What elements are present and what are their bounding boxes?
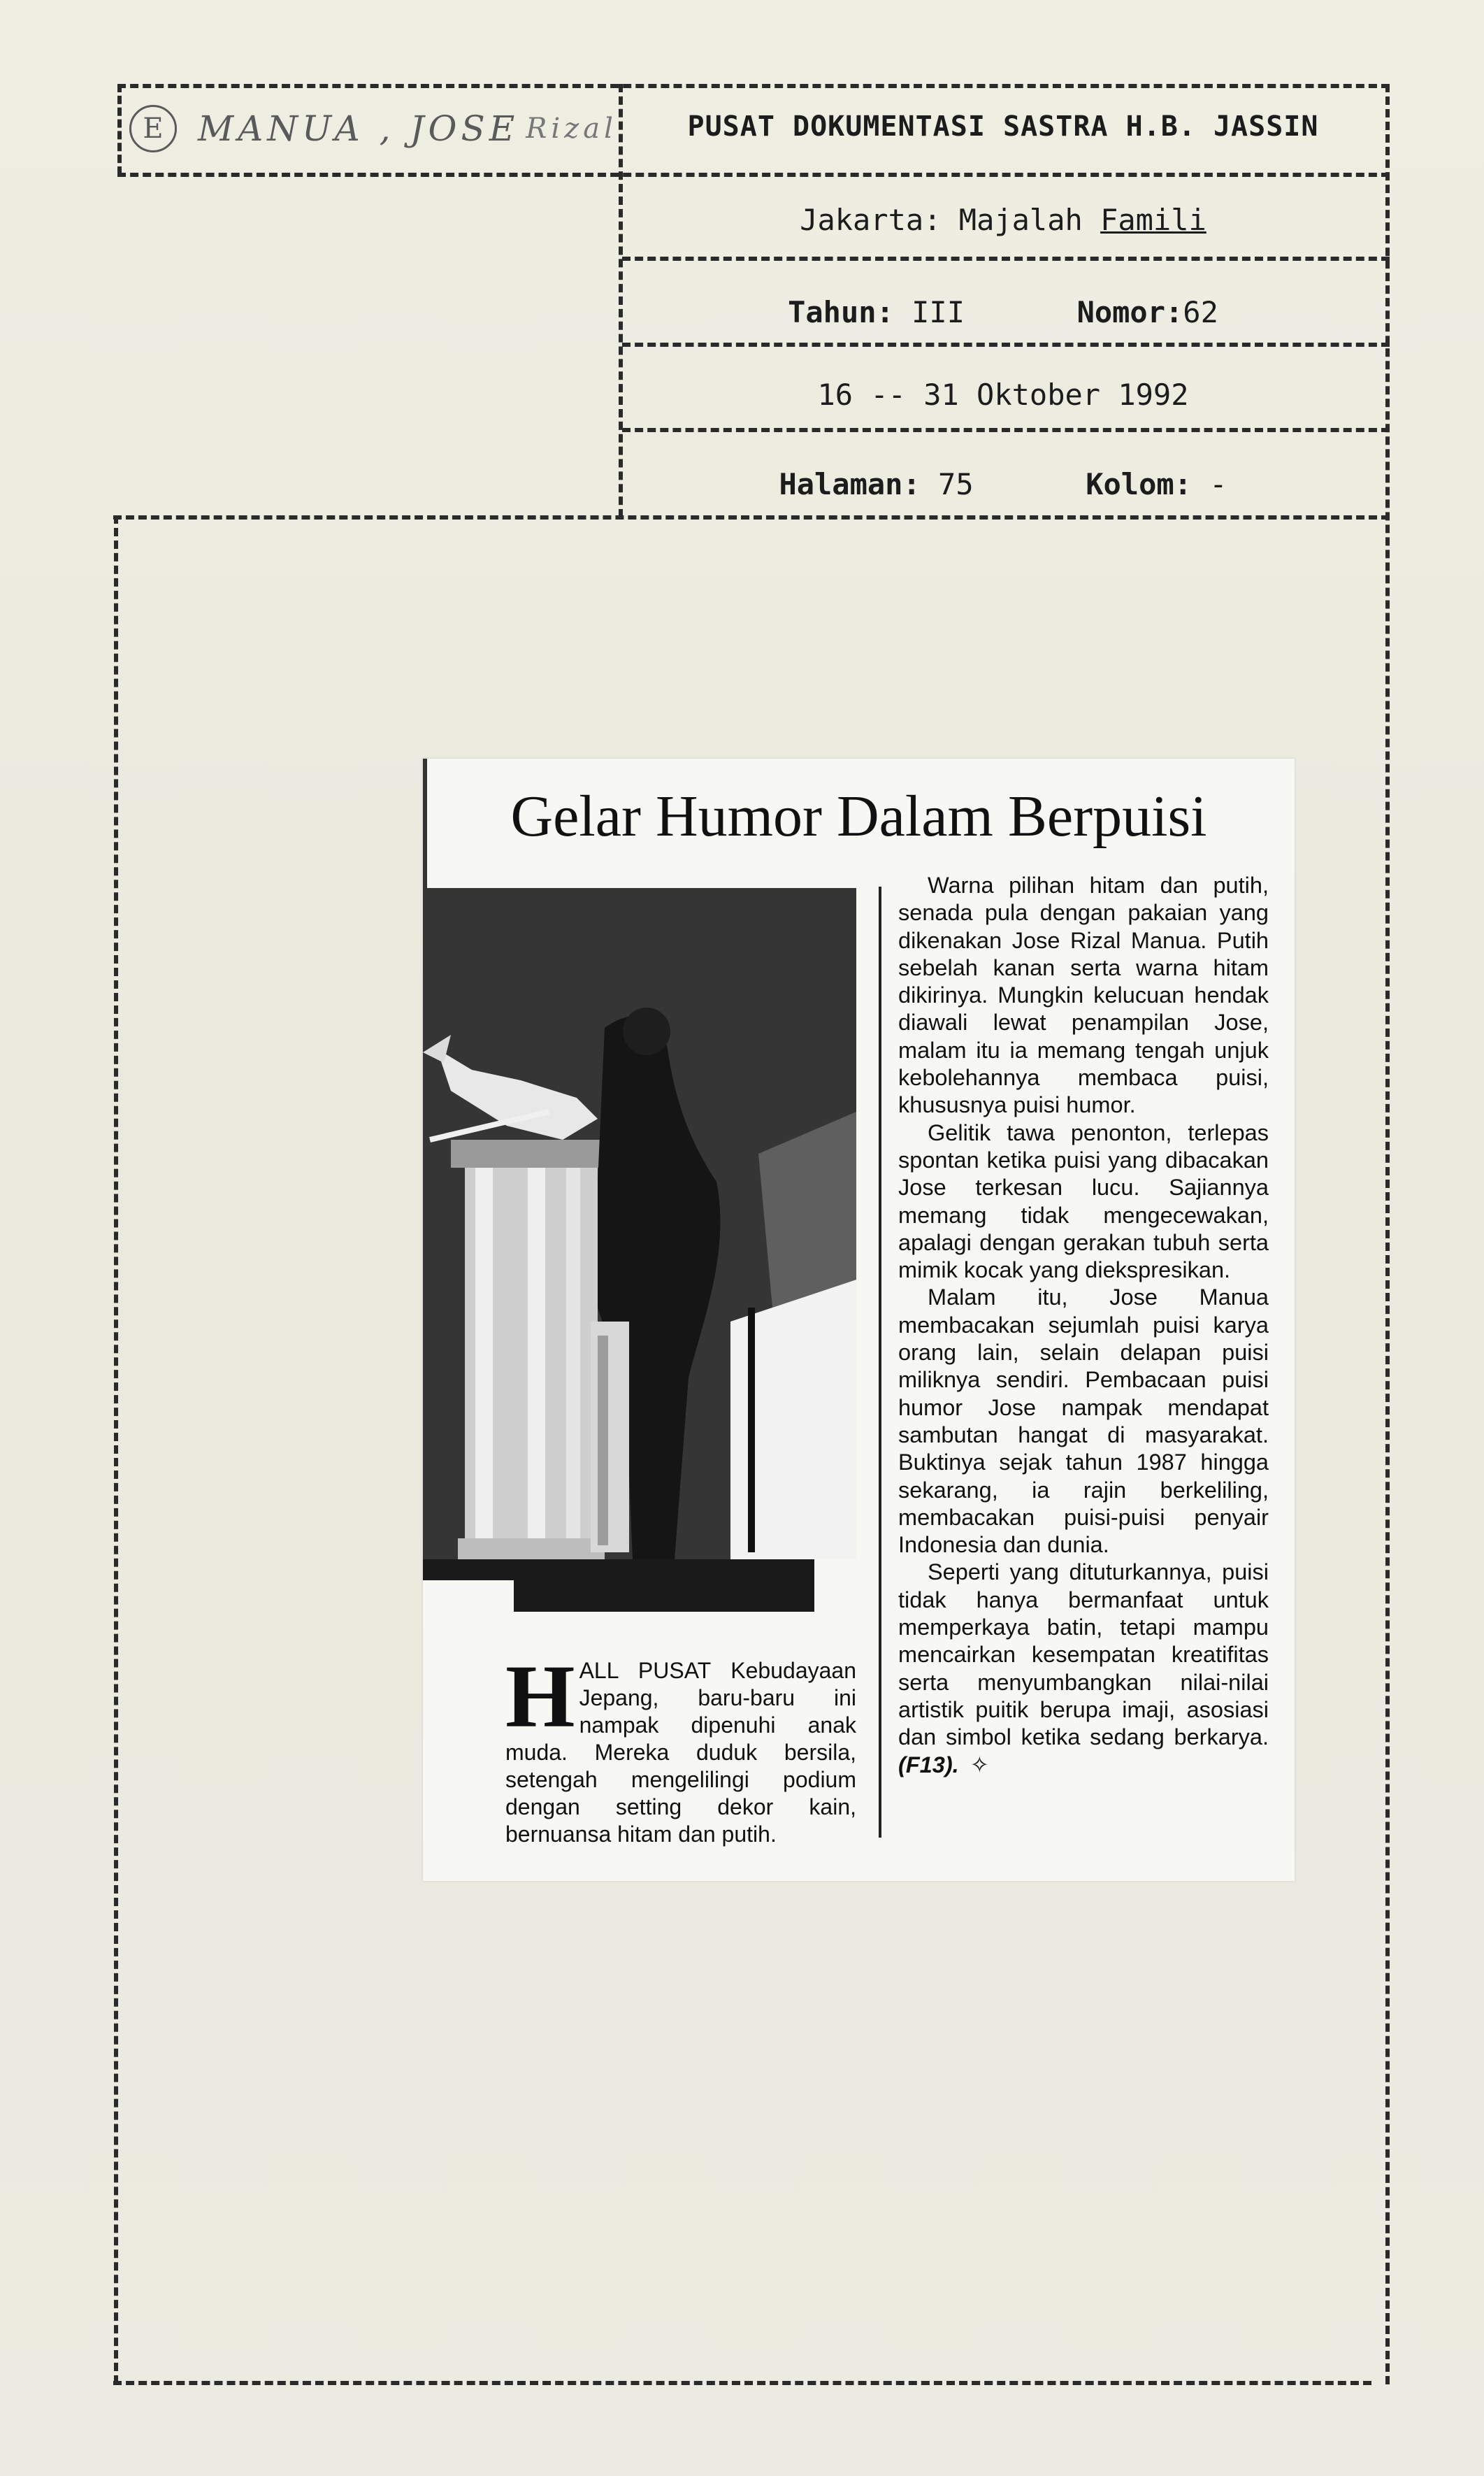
body-paragraph: Warna pilihan hitam dan putih, senada pula dengan pakaian yang dikenakan Jose Rizal Manua. Putih sebelah kanan serta warna hitam dikirinya. Mungkin kelucuan hendak diawali lewat penampilan Jose, malam itu ia memang tengah unjuk kebolehannya membaca puisi, khususnya puisi humor.	[898, 873, 1269, 1118]
institution-name: PUSAT DOKUMENTASI SASTRA H.B. JASSIN	[687, 110, 1319, 143]
issue-label: Nomor:	[1076, 295, 1183, 329]
column-label: Kolom:	[1086, 467, 1192, 501]
frame-city-underline	[622, 257, 1390, 261]
volume-line	[622, 295, 1384, 329]
body-paragraph: Gelitik tawa penonton, terlepas spontan ketika puisi yang dibacakan Jose terkesan lucu. Sajiannya memang tidak mengecewakan, apalagi dengan gerakan tubuh serta mimik kocak yang diekspresikan.	[898, 1119, 1269, 1283]
frame-name-underline	[117, 173, 1390, 177]
body-paragraph-text: Seperti yang dituturkannya, puisi tidak hanya bermanfaat untuk memperkaya batin, tetapi mampu mencairkan kesempatan kreatifitas serta menyumbangkan nilai-nilai artistik puitik berupa imaji, asosiasi dan simbol ketika sedang berkarya.	[898, 1559, 1269, 1750]
column-divider	[879, 887, 881, 1838]
page-value: 75	[938, 467, 974, 501]
publication-date: 16 -- 31 Oktober 1992	[817, 378, 1189, 412]
article-body	[898, 872, 1269, 1779]
body-paragraph-last	[898, 1559, 1269, 1778]
source-prefix: Jakarta: Majalah	[800, 203, 1083, 237]
frame-top-line	[117, 84, 1390, 88]
frame-header-bottom-line	[113, 515, 1390, 520]
frame-year-underline	[622, 343, 1390, 347]
year-value: III	[912, 295, 965, 329]
handwritten-surname: MANUA , JOSE	[198, 108, 519, 149]
article-intro	[505, 1647, 856, 1848]
year-label: Tahun:	[788, 295, 894, 329]
circled-category-mark: E	[129, 105, 177, 152]
magazine-name: Famili	[1100, 203, 1206, 237]
article-title: Gelar Humor Dalam Berpuisi	[510, 784, 1207, 849]
frame-bottom-line	[113, 2381, 1371, 2385]
intro-drop-cap: H	[505, 1647, 575, 1746]
frame-right-line	[1385, 84, 1390, 2384]
frame-header-left-line	[117, 84, 122, 175]
column-value: -	[1209, 467, 1227, 501]
source-line	[622, 203, 1384, 237]
page-line	[622, 467, 1384, 501]
body-paragraph: Malam itu, Jose Manua membacakan sejumlah puisi karya orang lain, selain delapan puisi miliknya sendiri. Pembacaan puisi humor Jose nampak mendapat sambutan hangat di masyarakat. Buktinya sejak tahun 1987 hingga sekarang, ia rajin berkeliling, membacakan puisi-puisi penyair Indonesia dan dunia.	[898, 1284, 1269, 1558]
end-mark-icon: ✧	[970, 1752, 989, 1777]
newspaper-clipping	[423, 759, 1295, 1881]
frame-date-underline	[622, 428, 1390, 432]
intro-text: ALL PUSAT Kebudayaan Jepang, baru-baru ini nampak dipenuhi anak muda. Mereka duduk bersila, setengah mengelilingi podium dengan setting dekor kain, bernuansa hitam dan putih.	[505, 1658, 856, 1847]
handwritten-author-label	[129, 105, 617, 161]
page-label: Halaman:	[779, 467, 921, 501]
author-signature: (F13).	[898, 1752, 959, 1777]
issue-value: 62	[1183, 295, 1218, 329]
performer-photo	[423, 888, 856, 1612]
frame-left-line	[114, 515, 118, 2384]
handwritten-firstname: Rizal	[526, 113, 617, 145]
